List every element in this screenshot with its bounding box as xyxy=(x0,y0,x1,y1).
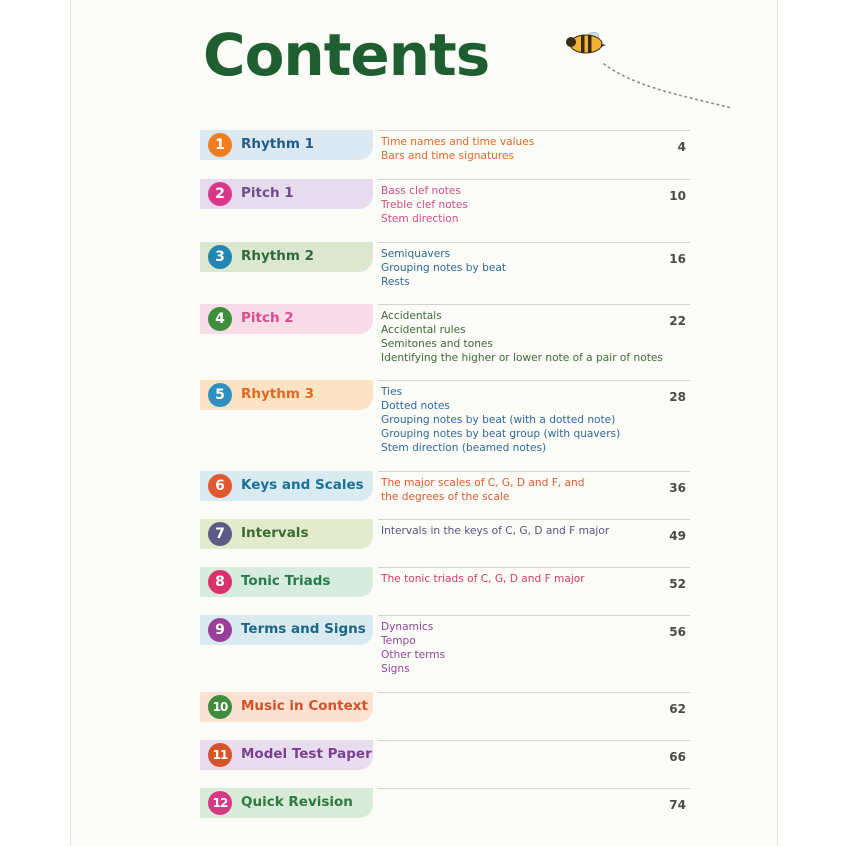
chapter-tab xyxy=(200,380,373,410)
topic-item: Other terms xyxy=(381,649,446,661)
chapter-tab xyxy=(200,242,373,272)
topic-item: Grouping notes by beat xyxy=(381,262,507,274)
chapter-title: Pitch 2 xyxy=(241,310,294,326)
contents-entry[interactable] xyxy=(200,242,690,300)
chapter-number-badge: 4 xyxy=(208,307,232,331)
chapter-number-badge: 10 xyxy=(208,695,232,719)
divider-line xyxy=(378,615,690,616)
chapter-topics xyxy=(381,184,468,226)
page-number: 16 xyxy=(669,252,686,266)
chapter-title: Rhythm 2 xyxy=(241,248,315,264)
divider-line xyxy=(378,692,690,693)
contents-entry[interactable] xyxy=(200,179,690,237)
page-number: 52 xyxy=(669,577,686,591)
page-number: 4 xyxy=(677,140,686,154)
page-number: 10 xyxy=(669,189,686,203)
chapter-title: Terms and Signs xyxy=(241,621,366,637)
page-number: 74 xyxy=(669,798,686,812)
chapter-title: Rhythm 1 xyxy=(241,136,315,152)
page-title: Contents xyxy=(203,21,490,89)
topic-item: The major scales of C, G, D and F, and xyxy=(381,477,585,489)
contents-entry[interactable] xyxy=(200,519,690,563)
topic-item: Dotted notes xyxy=(381,400,450,412)
chapter-title: Intervals xyxy=(241,525,309,541)
topic-item: Tempo xyxy=(381,635,416,647)
divider-line xyxy=(378,380,690,381)
divider-line xyxy=(378,740,690,741)
topic-item: Bass clef notes xyxy=(381,185,461,197)
topic-item: Stem direction xyxy=(381,213,459,225)
contents-entry[interactable] xyxy=(200,740,690,784)
contents-entry[interactable] xyxy=(200,130,690,174)
topic-item: Bars and time signatures xyxy=(381,150,515,162)
chapter-number-badge: 11 xyxy=(208,743,232,767)
topic-item: Accidentals xyxy=(381,310,442,322)
chapter-number-badge: 8 xyxy=(208,570,232,594)
chapter-tab xyxy=(200,740,373,770)
contents-entry[interactable] xyxy=(200,788,690,832)
topic-item: Signs xyxy=(381,663,410,675)
topic-item: Intervals in the keys of C, G, D and F major xyxy=(381,525,610,537)
divider-line xyxy=(378,788,690,789)
chapter-number-badge: 6 xyxy=(208,474,232,498)
chapter-topics xyxy=(381,135,534,163)
bee-illustration xyxy=(564,24,734,114)
contents-entry[interactable] xyxy=(200,615,690,687)
divider-line xyxy=(378,567,690,568)
chapter-topics xyxy=(381,476,584,504)
topic-item: Time names and time values xyxy=(381,136,535,148)
chapter-number-badge: 12 xyxy=(208,791,232,815)
chapter-topics xyxy=(381,247,506,289)
chapter-topics xyxy=(381,524,609,538)
chapter-title: Tonic Triads xyxy=(241,573,331,589)
topic-item: Rests xyxy=(381,276,410,288)
page-number: 28 xyxy=(669,390,686,404)
divider-line xyxy=(378,130,690,131)
topic-item: Accidental rules xyxy=(381,324,466,336)
chapter-tab xyxy=(200,692,373,722)
chapter-tab xyxy=(200,471,373,501)
topic-item: Semiquavers xyxy=(381,248,451,260)
page-number: 56 xyxy=(669,625,686,639)
page-number: 22 xyxy=(669,314,686,328)
chapter-tab xyxy=(200,179,373,209)
page-number: 66 xyxy=(669,750,686,764)
topic-item: Dynamics xyxy=(381,621,434,633)
chapter-tab xyxy=(200,519,373,549)
chapter-number-badge: 1 xyxy=(208,133,232,157)
page-number: 62 xyxy=(669,702,686,716)
chapter-title: Music in Context xyxy=(241,698,368,714)
divider-line xyxy=(378,242,690,243)
chapter-number-badge: 2 xyxy=(208,182,232,206)
chapter-number-badge: 3 xyxy=(208,245,232,269)
chapter-number-badge: 9 xyxy=(208,618,232,642)
divider-line xyxy=(378,179,690,180)
chapter-title: Rhythm 3 xyxy=(241,386,315,402)
chapter-tab xyxy=(200,567,373,597)
contents-entry[interactable] xyxy=(200,692,690,736)
chapter-title: Keys and Scales xyxy=(241,477,364,493)
divider-line xyxy=(378,471,690,472)
chapter-title: Model Test Paper xyxy=(241,746,372,762)
chapter-tab xyxy=(200,615,373,645)
topic-item: Identifying the higher or lower note of a pair of notes xyxy=(381,352,663,364)
chapter-topics xyxy=(381,572,585,586)
divider-line xyxy=(378,519,690,520)
page-number: 49 xyxy=(669,529,686,543)
chapter-tab xyxy=(200,788,373,818)
chapter-topics xyxy=(381,620,445,676)
contents-entry[interactable] xyxy=(200,380,690,466)
chapter-number-badge: 5 xyxy=(208,383,232,407)
chapter-tab xyxy=(200,130,373,160)
topic-item: Ties xyxy=(381,386,403,398)
chapter-topics xyxy=(381,385,620,455)
topic-item: The tonic triads of C, G, D and F major xyxy=(381,573,585,585)
topic-item: Stem direction (beamed notes) xyxy=(381,442,547,454)
topic-item: Grouping notes by beat (with a dotted note) xyxy=(381,414,616,426)
topic-item: Semitones and tones xyxy=(381,338,493,350)
chapter-topics xyxy=(381,309,663,365)
page-number: 36 xyxy=(669,481,686,495)
chapter-tab xyxy=(200,304,373,334)
topic-item: Treble clef notes xyxy=(381,199,468,211)
topic-item: the degrees of the scale xyxy=(381,491,510,503)
topic-item: Grouping notes by beat group (with quavers) xyxy=(381,428,621,440)
contents-entry[interactable] xyxy=(200,304,690,376)
contents-entry[interactable] xyxy=(200,567,690,611)
chapter-title: Pitch 1 xyxy=(241,185,294,201)
contents-entry[interactable] xyxy=(200,471,690,515)
chapter-number-badge: 7 xyxy=(208,522,232,546)
divider-line xyxy=(378,304,690,305)
chapter-title: Quick Revision xyxy=(241,794,353,810)
